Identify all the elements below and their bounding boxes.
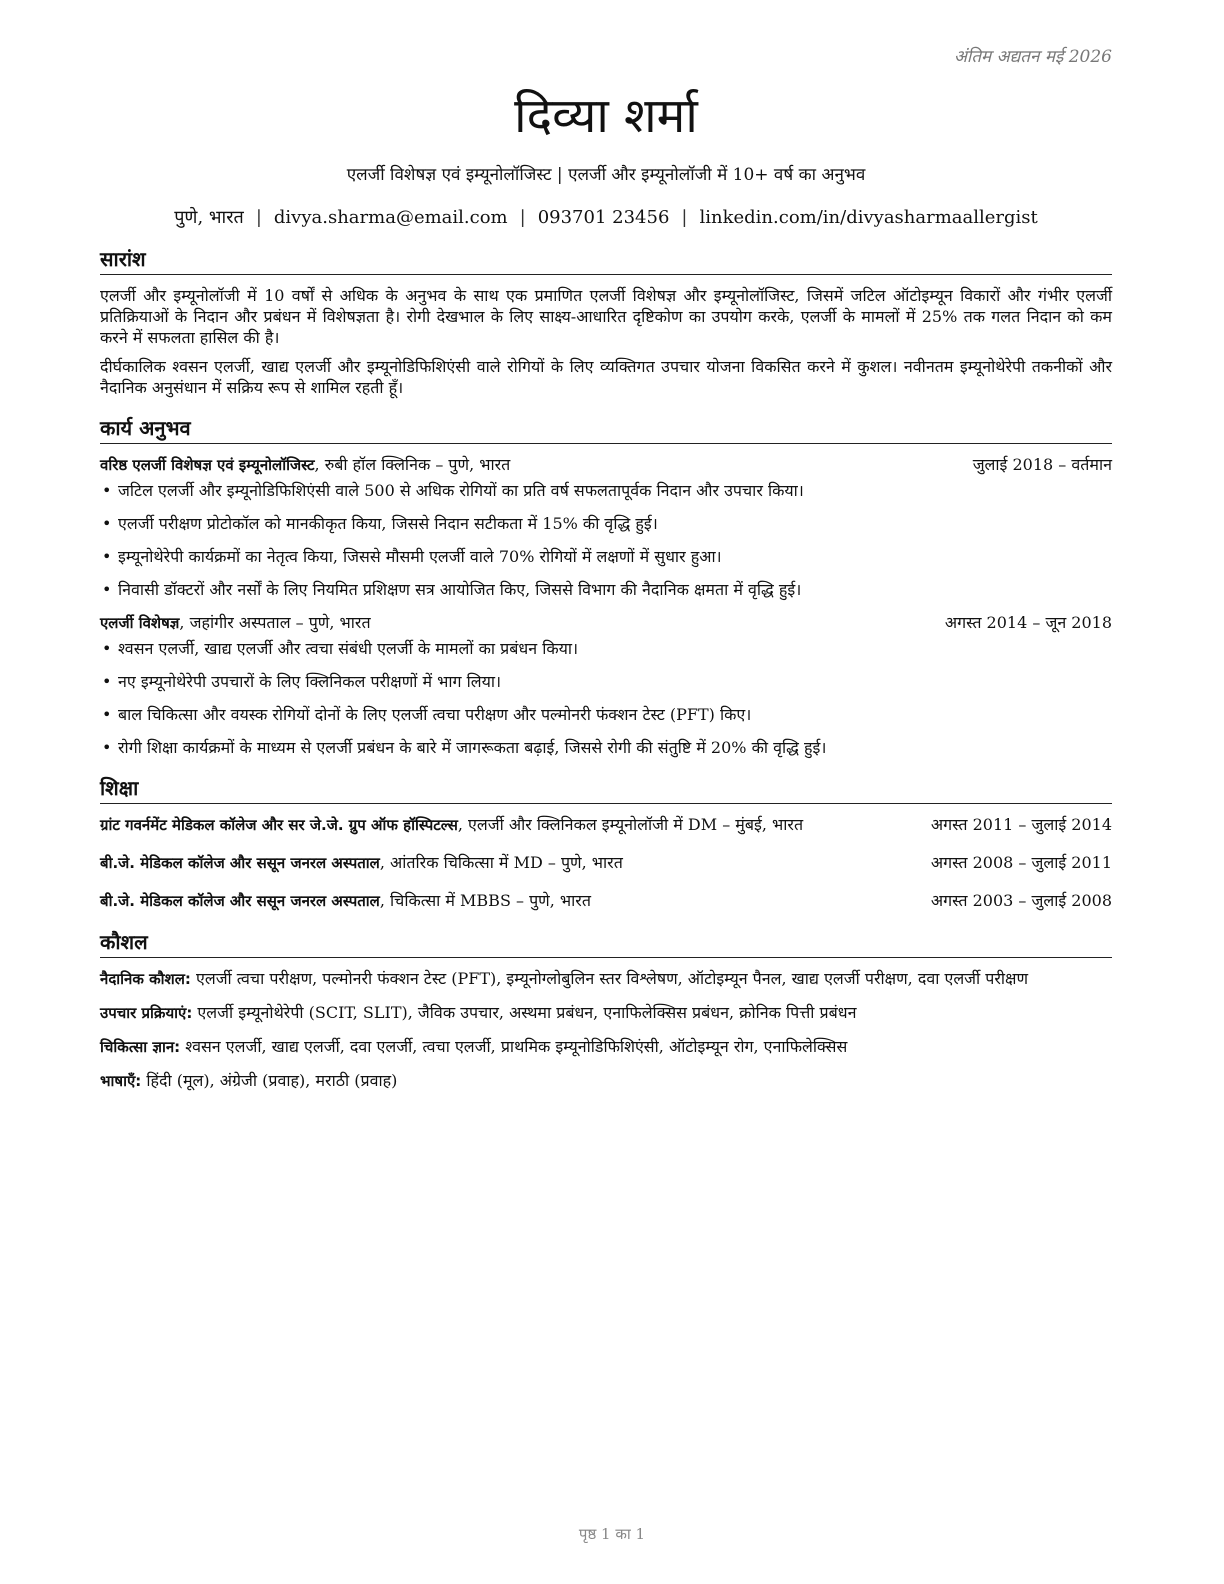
education-dates: अगस्त 2003 – जुलाई 2008 <box>930 891 1112 910</box>
job-org: , जहांगीर अस्पताल – पुणे, भारत <box>179 613 371 632</box>
education-heading: शिक्षा <box>100 774 1112 804</box>
job-entry <box>100 612 1112 758</box>
last-updated: अंतिम अद्यतन मई 2026 <box>953 47 1112 67</box>
job-dates: अगस्त 2014 – जून 2018 <box>944 613 1112 632</box>
skill-text: श्वसन एलर्जी, खाद्य एलर्जी, दवा एलर्जी, त्वचा एलर्जी, प्राथमिक इम्यूनोडिफिशिएंसी, ऑटोइम्यून रोग, एनाफिलेक्सिस <box>180 1037 848 1056</box>
education-dates: अगस्त 2011 – जुलाई 2014 <box>930 815 1112 834</box>
contact-separator: | <box>519 207 526 228</box>
job-dates: जुलाई 2018 – वर्तमान <box>972 455 1112 474</box>
experience-heading: कार्य अनुभव <box>100 414 1112 444</box>
skill-label: उपचार प्रक्रियाएं: <box>100 1004 193 1022</box>
job-bullet: • जटिल एलर्जी और इम्यूनोडिफिशिएंसी वाले 500 से अधिक रोगियों का प्रति वर्ष सफलतापूर्वक निदान और उपचार किया। <box>100 480 1112 501</box>
education-entry <box>100 814 1112 836</box>
skill-text: एलर्जी त्वचा परीक्षण, पल्मोनरी फंक्शन टेस्ट (PFT), इम्यूनोग्लोबुलिन स्तर विश्लेषण, ऑटोइम्यून पैनल, खाद्य एलर्जी परीक्षण, दवा एलर्जी परीक्षण <box>190 969 1029 988</box>
job-bullets <box>100 480 1112 600</box>
skill-label: नैदानिक कौशल: <box>100 970 191 988</box>
summary-heading: सारांश <box>100 245 1112 275</box>
contact-separator: | <box>681 207 688 228</box>
headline: एलर्जी विशेषज्ञ एवं इम्यूनोलॉजिस्ट | एलर्जी और इम्यूनोलॉजी में 10+ वर्ष का अनुभव <box>346 165 866 185</box>
skills-heading: कौशल <box>100 928 1112 958</box>
job-role: एलर्जी विशेषज्ञ <box>100 614 180 632</box>
skill-row <box>100 968 1112 990</box>
skill-row <box>100 1070 1112 1092</box>
summary-paragraph: दीर्घकालिक श्वसन एलर्जी, खाद्य एलर्जी और इम्यूनोडिफिशिएंसी वाले रोगियों के लिए व्यक्तिगत उपचार योजना विकसित करने में कुशल। नवीनतम इम्यूनोथेरेपी तकनीकों और नैदानिक अनुसंधान में सक्रिय रूप से शामिल रहती हूँ। <box>100 357 1112 397</box>
contact-line <box>100 205 1112 229</box>
job-entry <box>100 454 1112 600</box>
education-detail: , आंतरिक चिकित्सा में MD – पुणे, भारत <box>379 853 623 872</box>
skill-row <box>100 1036 1112 1058</box>
candidate-name: दिव्या शर्मा <box>514 88 698 144</box>
contact-linkedin[interactable]: linkedin.com/in/divyasharmaallergist <box>699 207 1038 228</box>
job-role: वरिष्ठ एलर्जी विशेषज्ञ एवं इम्यूनोलॉजिस्ट <box>100 456 315 474</box>
job-bullets <box>100 638 1112 758</box>
education-detail: , एलर्जी और क्लिनिकल इम्यूनोलॉजी में DM – मुंबई, भारत <box>457 815 804 834</box>
skill-label: भाषाएँ: <box>100 1072 142 1090</box>
job-bullet: • इम्यूनोथेरेपी कार्यक्रमों का नेतृत्व किया, जिससे मौसमी एलर्जी वाले 70% रोगियों में लक्षणों में सुधार हुआ। <box>100 546 1112 567</box>
skill-label: चिकित्सा ज्ञान: <box>100 1038 181 1056</box>
job-bullet: • नए इम्यूनोथेरेपी उपचारों के लिए क्लिनिकल परीक्षणों में भाग लिया। <box>100 671 1112 692</box>
job-bullet: • बाल चिकित्सा और वयस्क रोगियों दोनों के लिए एलर्जी त्वचा परीक्षण और पल्मोनरी फंक्शन टेस्ट (PFT) किए। <box>100 704 1112 725</box>
skill-text: एलर्जी इम्यूनोथेरेपी (SCIT, SLIT), जैविक उपचार, अस्थमा प्रबंधन, एनाफिलेक्सिस प्रबंधन, क्रोनिक पित्ती प्रबंधन <box>192 1003 857 1022</box>
contact-email[interactable]: divya.sharma@email.com <box>273 207 508 228</box>
job-header <box>100 454 1112 476</box>
summary-paragraph: एलर्जी और इम्यूनोलॉजी में 10 वर्षों से अधिक के अनुभव के साथ एक प्रमाणित एलर्जी विशेषज्ञ और इम्यूनोलॉजिस्ट, जिसमें जटिल ऑटोइम्यून विकारों और गंभीर एलर्जी प्रतिक्रियाओं के निदान और प्रबंधन में विशेषज्ञता है। रोगी देखभाल के लिए साक्ष्य-आधारित दृष्टिकोण का उपयोग करके, एलर्जी के मामलों में 25% तक गलत निदान को कम करने में सफलता हासिल की है। <box>100 286 1112 347</box>
education-school: बी.जे. मेडिकल कॉलेज और ससून जनरल अस्पताल <box>100 854 380 872</box>
contact-separator: | <box>255 207 262 228</box>
page-number: पृष्ठ 1 का 1 <box>578 1525 646 1543</box>
education-entry <box>100 890 1112 912</box>
education-school: ग्रांट गवर्नमेंट मेडिकल कॉलेज और सर जे.जे. ग्रुप ऑफ हॉस्पिटल्स <box>100 816 458 834</box>
education-detail: , चिकित्सा में MBBS – पुणे, भारत <box>379 891 591 910</box>
education-school: बी.जे. मेडिकल कॉलेज और ससून जनरल अस्पताल <box>100 892 380 910</box>
job-bullet: • एलर्जी परीक्षण प्रोटोकॉल को मानकीकृत किया, जिससे निदान सटीकता में 15% की वृद्धि हुई। <box>100 513 1112 534</box>
job-bullet: • निवासी डॉक्टरों और नर्सों के लिए नियमित प्रशिक्षण सत्र आयोजित किए, जिससे विभाग की नैदानिक क्षमता में वृद्धि हुई। <box>100 579 1112 600</box>
job-header <box>100 612 1112 634</box>
contact-location: पुणे, भारत <box>174 207 244 228</box>
skill-text: हिंदी (मूल), अंग्रेजी (प्रवाह), मराठी (प्रवाह) <box>141 1071 398 1090</box>
job-bullet: • रोगी शिक्षा कार्यक्रमों के माध्यम से एलर्जी प्रबंधन के बारे में जागरूकता बढ़ाई, जिससे रोगी की संतुष्टि में 20% की वृद्धि हुई। <box>100 737 1112 758</box>
education-entry <box>100 852 1112 874</box>
education-dates: अगस्त 2008 – जुलाई 2011 <box>930 853 1112 872</box>
job-bullet: • श्वसन एलर्जी, खाद्य एलर्जी और त्वचा संबंधी एलर्जी के मामलों का प्रबंधन किया। <box>100 638 1112 659</box>
skill-row <box>100 1002 1112 1024</box>
job-org: , रुबी हॉल क्लिनिक – पुणे, भारत <box>314 455 511 474</box>
contact-phone[interactable]: 093701 23456 <box>537 207 670 228</box>
